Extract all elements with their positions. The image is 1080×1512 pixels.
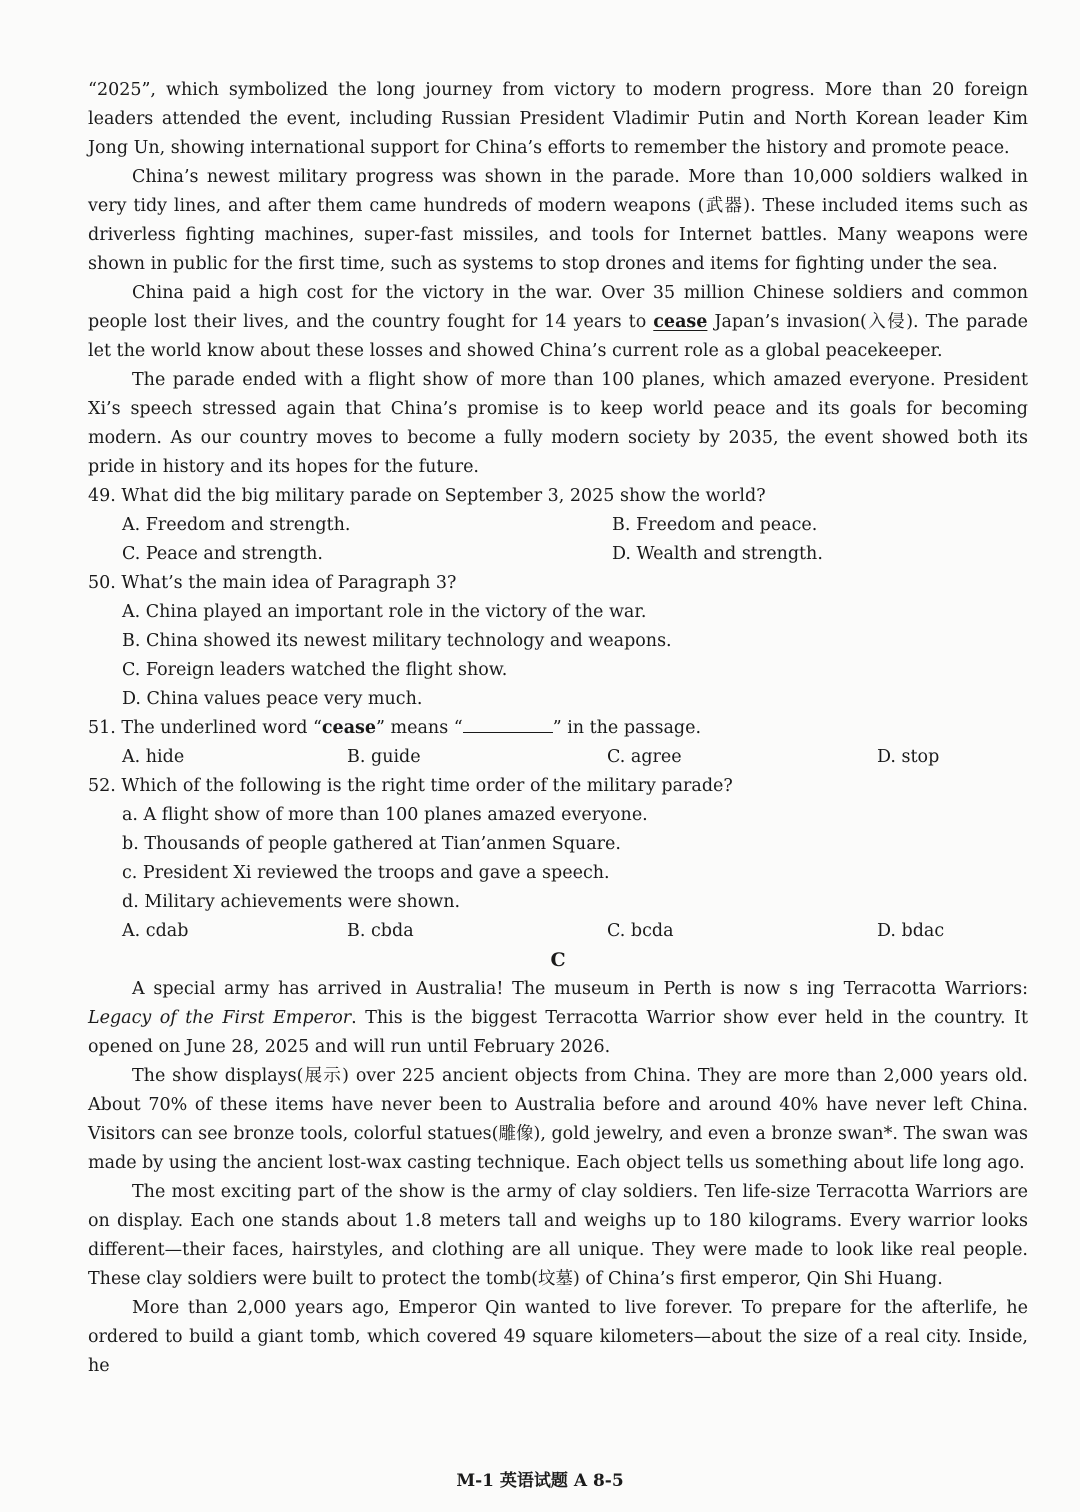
question-50-option-d: D. China values peace very much. [122,689,423,709]
question-50-option-b: B. China showed its newest military technology and weapons. [122,631,672,651]
question-52-option-d: D. bdac [877,921,945,941]
question-49-stem: 49. What did the big military parade on September 3, 2025 show the world? [88,486,766,506]
paragraph-3-text-before: China paid a high cost for the victory in the war. Over 35 million Chinese soldiers and common people lost their lives, and the country fought for 14 years to [88,283,1028,332]
question-50-option-c: C. Foreign leaders watched the flight show. [122,660,508,680]
question-52-event-c: c. President Xi reviewed the troops and gave a speech. [122,863,610,883]
question-49-options [122,511,1028,569]
passage-c-paragraph-4: More than 2,000 years ago, Emperor Qin wanted to live forever. To prepare for the afterlife, he ordered to build a giant tomb, which covered 49 square kilometers—about the size of a real city. Inside, he [88,1298,1028,1376]
passage-b-paragraph-4: The parade ended with a flight show of more than 100 planes, which amazed everyone. President Xi’s speech stressed again that China’s promise is to keep world peace and its goals for becoming modern. As our country moves to become a fully modern society by 2035, the event showed both its pride in history and its hopes for the future. [88,370,1028,477]
question-51-options [122,743,1028,772]
passage-b-paragraph-2: China’s newest military progress was shown in the parade. More than 10,000 soldiers walked in very tidy lines, and after them came hundreds of modern weapons (武器). These included items such as driverless fighting machines, super-fast missiles, and tools for Internet battles. Many weapons were shown in public for the first time, such as systems to stop drones and items for fighting under the sea. [88,167,1028,274]
question-52-stem: 52. Which of the following is the right time order of the military parade? [88,776,733,796]
question-51-stem-before: 51. The underlined word “ [88,718,322,738]
question-49-option-c: C. Peace and strength. [122,544,323,564]
question-50-option-a: A. China played an important role in the victory of the war. [122,602,647,622]
underlined-word-cease: cease [653,312,708,332]
question-51-stem-mid: ” means “ [376,718,463,738]
passage-c-paragraph-2: The show displays(展示) over 225 ancient objects from China. They are more than 2,000 years old. About 70% of these items have never been to Australia before and around 40% have never left China. Visitors can see bronze tools, colorful statues(雕像), gold jewelry, and even a bronze swan*. The swan was made by using the ancient lost-wax casting technique. Each object tells us something about life long ago. [88,1066,1028,1173]
page-content [88,76,1028,1381]
passage-c-paragraph-1 [88,975,1028,1062]
question-49-option-d: D. Wealth and strength. [612,544,823,564]
passage-c-p1-gap: ing Terracotta Warriors: [806,979,1028,999]
passage-c-p1-before: A special army has arrived in Australia! The museum in Perth is now s [132,979,799,999]
question-50-stem: 50. What’s the main idea of Paragraph 3? [88,573,457,593]
question-52-event-b: b. Thousands of people gathered at Tian’anmen Square. [122,834,621,854]
question-52-option-b: B. cbda [347,921,414,941]
question-51-stem-after: ” in the passage. [552,718,702,738]
question-52-option-a: A. cdab [122,921,189,941]
passage-b-paragraph-3 [88,279,1028,366]
question-51-option-b: B. guide [347,747,421,767]
question-52-event-a: a. A flight show of more than 100 planes amazed everyone. [122,805,648,825]
paragraph-3-text-after: Japan’s invasion(入侵). The parade let the world know about these losses and showed China’s current role as a global peacekeeper. [88,312,1028,361]
question-52-options [122,917,1028,946]
question-51-option-d: D. stop [877,747,940,767]
passage-c-paragraph-3: The most exciting part of the show is the army of clay soldiers. Ten life-size Terracotta Warriors are on display. Each one stands about 1.8 meters tall and weighs up to 180 kilograms. Every warrior looks different—their faces, hairstyles, and clothing are all unique. They were made to look like real people. These clay soldiers were built to protect the tomb(坟墓) of China’s first emperor, Qin Shi Huang. [88,1182,1028,1289]
question-51-stem [88,714,1028,743]
question-52-option-c: C. bcda [607,921,674,941]
passage-b-paragraph-1: “2025”, which symbolized the long journey from victory to modern progress. More than 20 foreign leaders attended the event, including Russian President Vladimir Putin and North Korean leader Kim Jong Un, showing international support for China’s efforts to remember the history and promote peace. [88,80,1028,158]
question-49-option-a: A. Freedom and strength. [122,515,351,535]
exhibition-title: Legacy of the First Emperor [88,1008,352,1028]
page-footer: M-1 英语试题 A 8-5 [456,1471,624,1491]
answer-blank [463,714,553,733]
passage-c-p1-after: . This is the biggest Terracotta Warrior show ever held in the country. It opened on June 28, 2025 and will run until February 2026. [88,1008,1028,1057]
question-49-option-b: B. Freedom and peace. [612,515,818,535]
question-51-stem-word: cease [321,718,377,738]
passage-c-heading: C [550,949,566,971]
question-51-option-a: A. hide [122,747,185,767]
question-52-event-d: d. Military achievements were shown. [122,892,461,912]
question-51-option-c: C. agree [607,747,682,767]
